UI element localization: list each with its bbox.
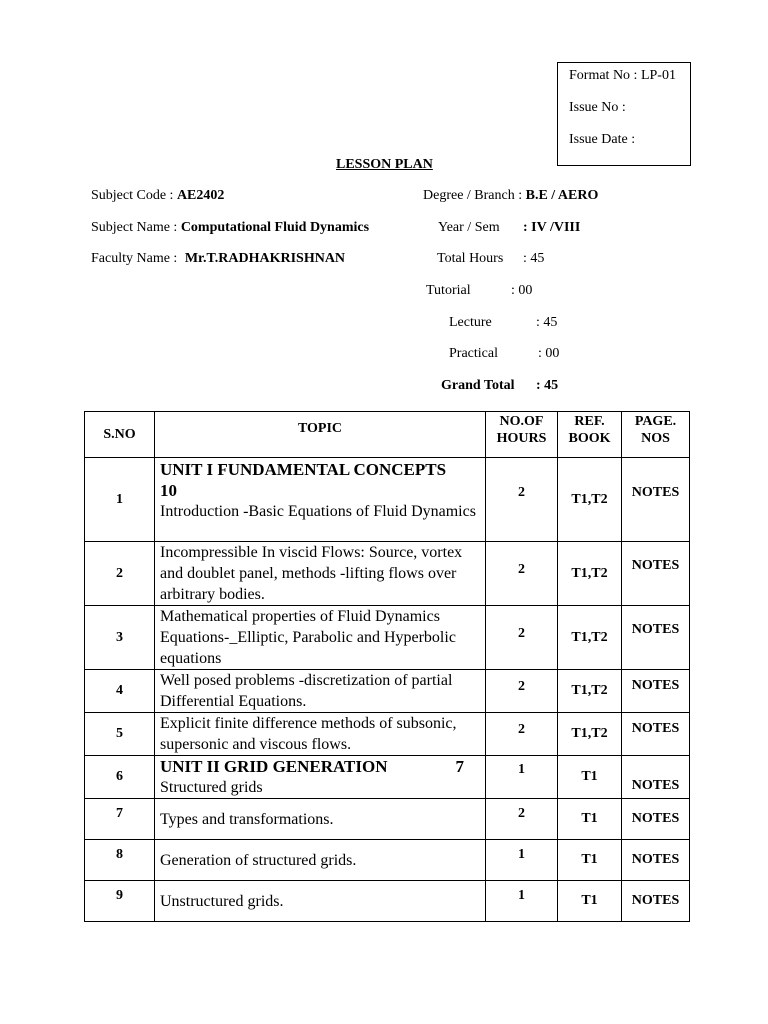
row-ref: T1 <box>558 756 622 799</box>
table-row <box>85 799 690 840</box>
header-topic: TOPIC <box>155 412 486 458</box>
row-hours: 2 <box>486 542 558 606</box>
row-page: NOTES <box>622 713 690 756</box>
format-no: Format No : LP-01 <box>569 68 676 83</box>
year-value: : IV /VIII <box>523 220 581 235</box>
row-ref: T1,T2 <box>558 713 622 756</box>
row-hours: 2 <box>486 458 558 542</box>
subject-code-row <box>91 188 224 204</box>
unit-hours: 7 <box>455 757 464 776</box>
row-page: NOTES <box>622 606 690 670</box>
row-hours: 1 <box>486 840 558 881</box>
header-hours: NO.OF HOURS <box>486 412 558 458</box>
table-row <box>85 713 690 756</box>
row-page: NOTES <box>622 542 690 606</box>
table-row <box>85 840 690 881</box>
row-sno: 4 <box>85 670 155 713</box>
row-ref: T1,T2 <box>558 458 622 542</box>
row-ref: T1,T2 <box>558 670 622 713</box>
row-page: NOTES <box>622 799 690 840</box>
tutorial-value: : 00 <box>511 283 533 298</box>
format-box <box>557 62 691 166</box>
issue-no: Issue No : <box>569 100 626 115</box>
row-sno: 5 <box>85 713 155 756</box>
header-ref: REF. BOOK <box>558 412 622 458</box>
row-topic: Well posed problems -discretization of partial Differential Equations. <box>155 670 486 713</box>
grand-total-label: Grand Total <box>441 378 515 393</box>
degree-label: Degree / Branch : <box>423 188 523 203</box>
row-topic: Incompressible In viscid Flows: Source, vortex and doublet panel, methods -lifting flows over arbitrary bodies. <box>155 542 486 606</box>
row-hours: 1 <box>486 756 558 799</box>
row-hours: 2 <box>486 713 558 756</box>
row-page: NOTES <box>622 840 690 881</box>
year-label: Year / Sem <box>438 220 500 235</box>
row-ref: T1,T2 <box>558 542 622 606</box>
tutorial-label: Tutorial <box>426 283 471 298</box>
subject-code-value: AE2402 <box>176 188 225 203</box>
row-sno: 8 <box>85 840 155 881</box>
row-sno: 6 <box>85 756 155 799</box>
row-topic: Unstructured grids. <box>155 881 486 922</box>
unit-hours: 10 <box>160 481 177 500</box>
row-topic: Types and transformations. <box>155 799 486 840</box>
row-ref: T1,T2 <box>558 606 622 670</box>
lesson-plan-table <box>84 411 690 922</box>
row-ref: T1 <box>558 799 622 840</box>
issue-date: Issue Date : <box>569 132 636 147</box>
header-sno: S.NO <box>85 412 155 458</box>
degree-value: B.E / AERO <box>525 188 599 203</box>
total-hours-label: Total Hours <box>437 251 504 266</box>
row-page: NOTES <box>622 756 690 799</box>
faculty-name-label: Faculty Name : <box>91 251 178 266</box>
practical-value: : 00 <box>538 346 560 361</box>
row-topic: Explicit finite difference methods of subsonic, supersonic and viscous flows. <box>155 713 486 756</box>
row-sno: 7 <box>85 799 155 840</box>
topic-text: Structured grids <box>160 779 263 796</box>
table-row <box>85 458 690 542</box>
lecture-label: Lecture <box>449 315 492 330</box>
lecture-value: : 45 <box>536 315 558 330</box>
row-topic: Mathematical properties of Fluid Dynamics Equations-_Elliptic, Parabolic and Hyperbolic equations <box>155 606 486 670</box>
page-title: LESSON PLAN <box>336 157 433 172</box>
row-topic <box>155 458 486 542</box>
subject-name-label: Subject Name : <box>91 220 178 235</box>
row-sno: 3 <box>85 606 155 670</box>
practical-label: Practical <box>449 346 498 361</box>
row-hours: 2 <box>486 606 558 670</box>
topic-text: Introduction -Basic Equations of Fluid Dynamics <box>160 503 476 520</box>
grand-total-value: : 45 <box>536 378 559 393</box>
degree-row <box>423 188 598 204</box>
header-page: PAGE. NOS <box>622 412 690 458</box>
subject-code-label: Subject Code : <box>91 188 174 203</box>
row-ref: T1 <box>558 881 622 922</box>
row-page: NOTES <box>622 458 690 542</box>
subject-name-row <box>91 220 369 236</box>
row-sno: 2 <box>85 542 155 606</box>
row-page: NOTES <box>622 881 690 922</box>
row-ref: T1 <box>558 840 622 881</box>
table-row <box>85 606 690 670</box>
table-row <box>85 756 690 799</box>
row-hours: 2 <box>486 670 558 713</box>
row-sno: 9 <box>85 881 155 922</box>
unit-heading: UNIT II GRID GENERATION <box>160 757 388 776</box>
subject-name-value: Computational Fluid Dynamics <box>180 220 370 235</box>
row-topic: Generation of structured grids. <box>155 840 486 881</box>
unit-heading: UNIT I FUNDAMENTAL CONCEPTS <box>160 460 447 479</box>
row-topic <box>155 756 486 799</box>
faculty-name-value: Mr.T.RADHAKRISHNAN <box>184 251 346 266</box>
table-row <box>85 881 690 922</box>
faculty-name-row <box>91 251 345 267</box>
table-row <box>85 670 690 713</box>
row-hours: 1 <box>486 881 558 922</box>
table-header-row <box>85 412 690 458</box>
unit-heading-row <box>160 756 482 777</box>
table-row <box>85 542 690 606</box>
row-sno: 1 <box>85 458 155 542</box>
row-hours: 2 <box>486 799 558 840</box>
total-hours-value: : 45 <box>523 251 545 266</box>
row-page: NOTES <box>622 670 690 713</box>
